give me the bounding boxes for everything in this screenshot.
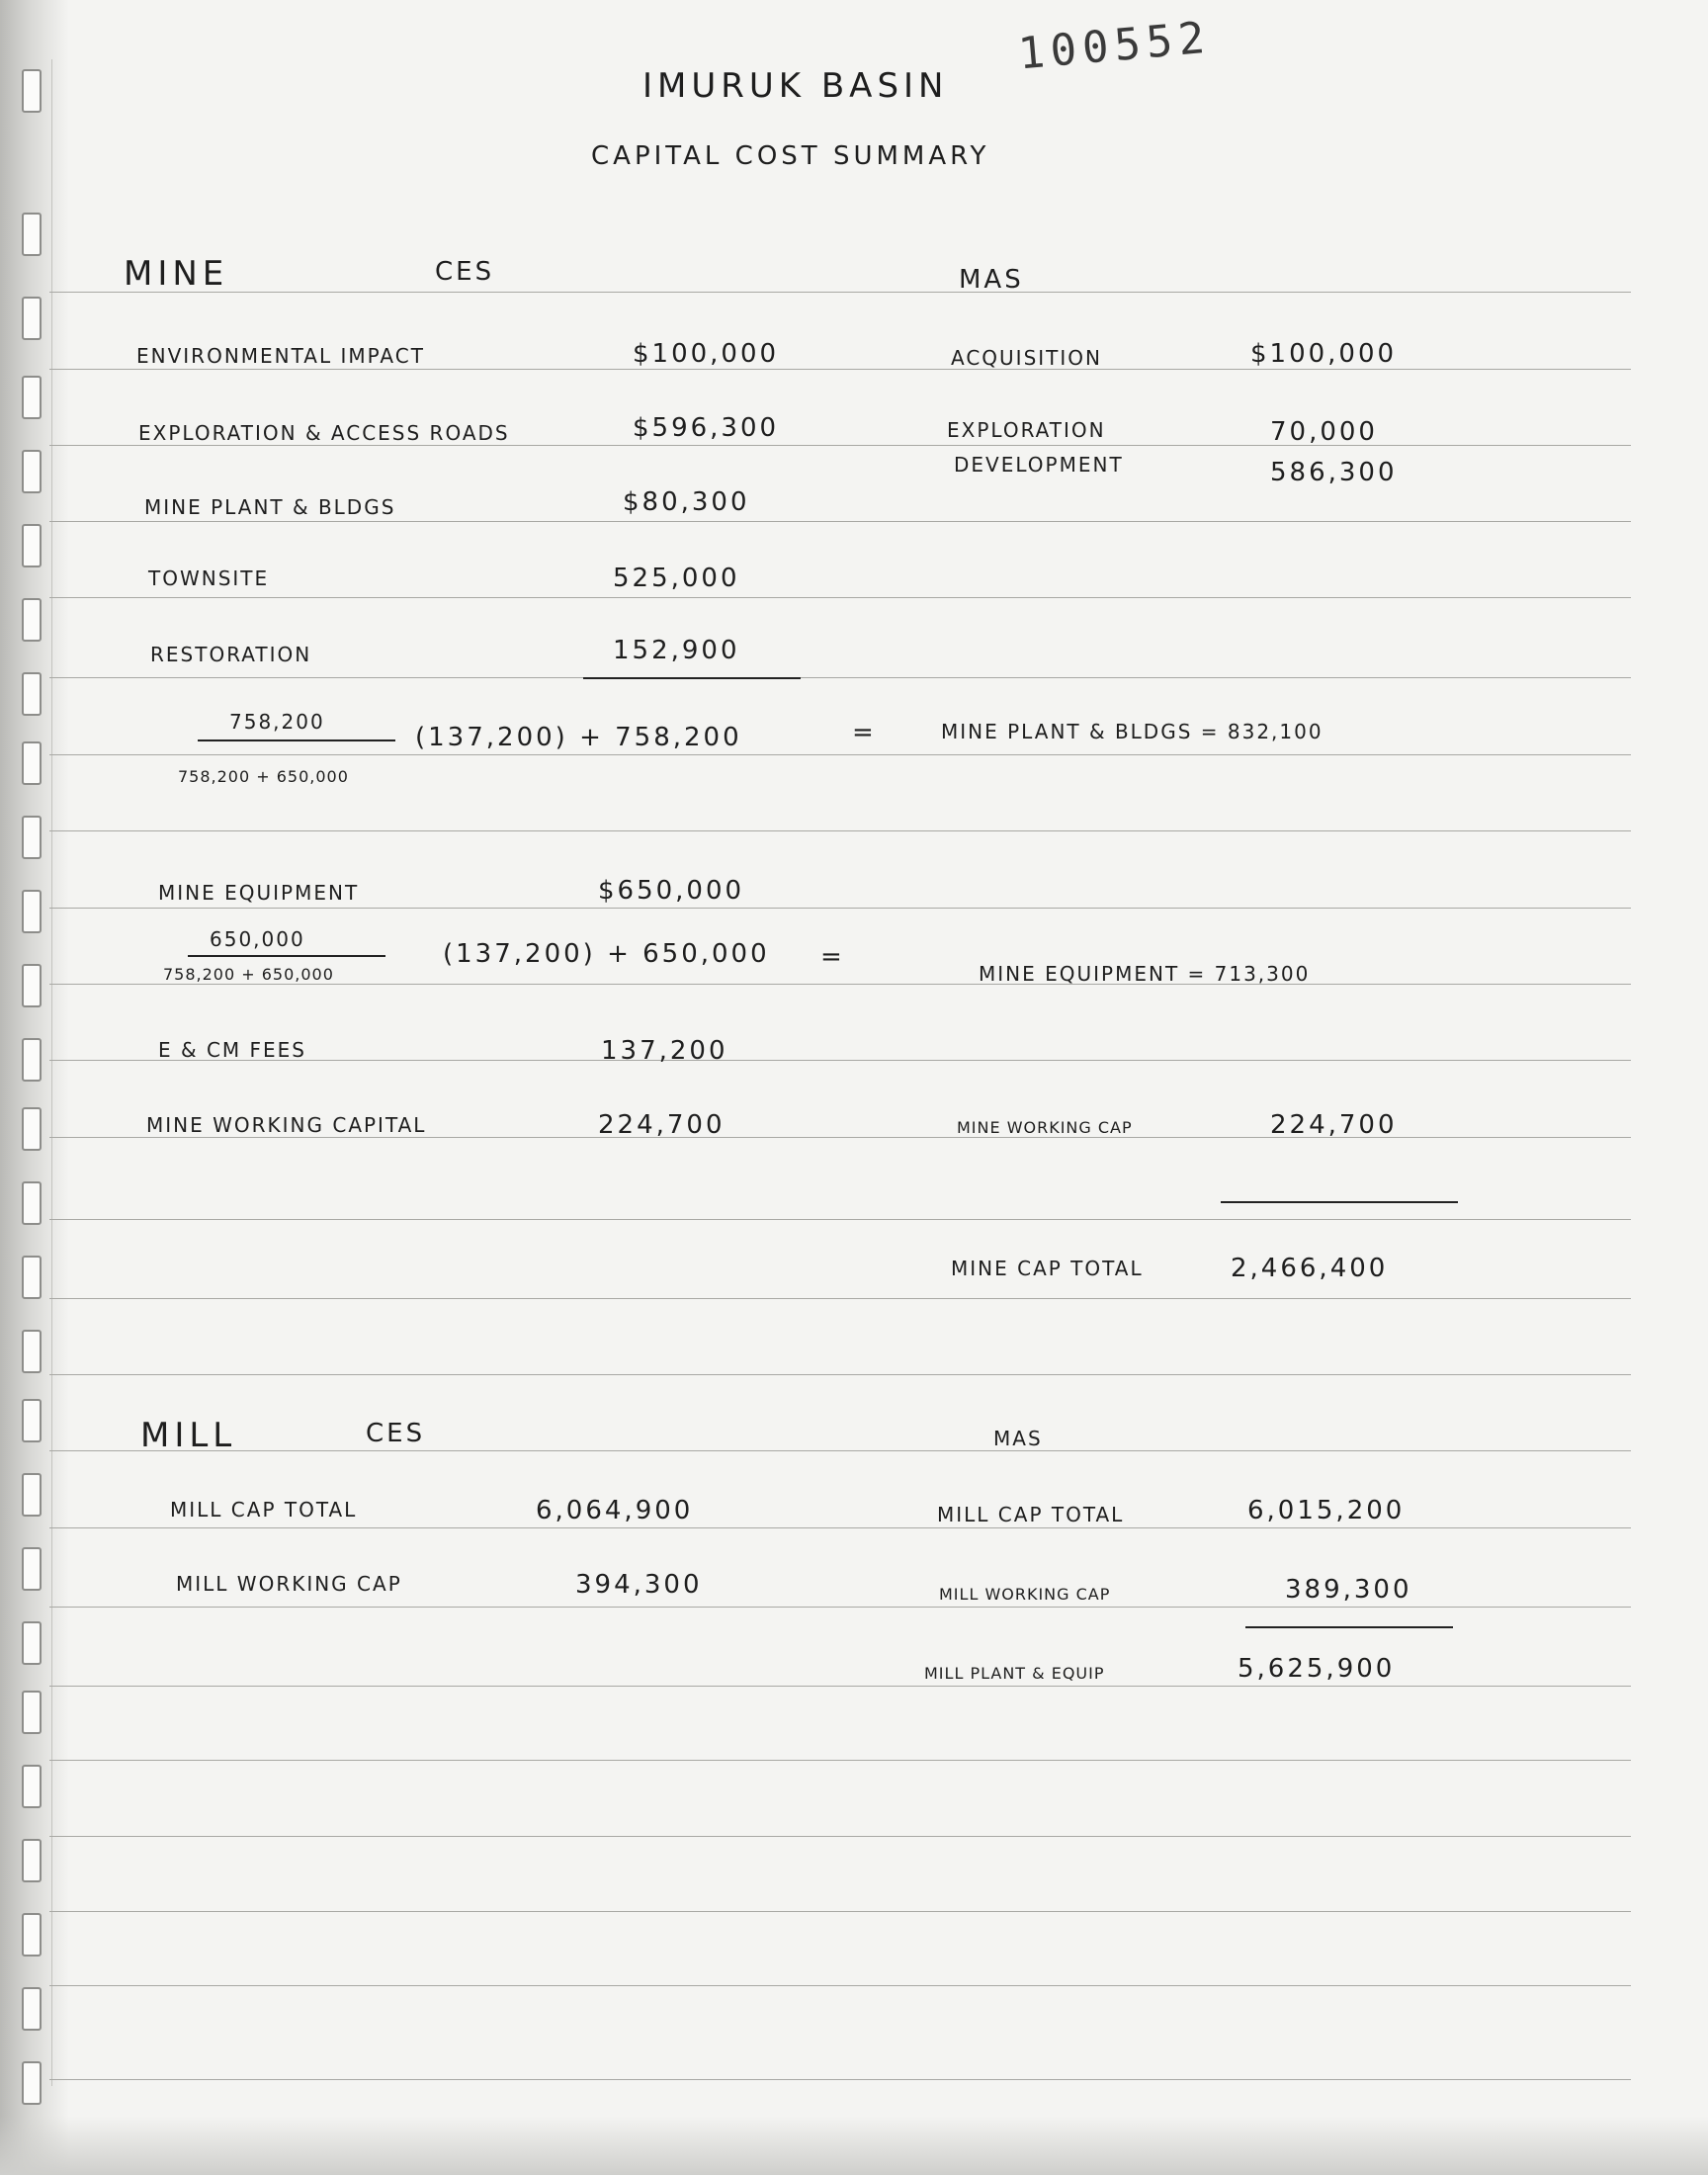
ruled-line (49, 1836, 1631, 1837)
binder-hole (22, 1256, 42, 1299)
formula2-fraction-bar (188, 955, 385, 957)
ruled-line (49, 830, 1631, 831)
ruled-line (49, 369, 1631, 370)
mill-plant-underline (1245, 1626, 1453, 1628)
ruled-line (49, 984, 1631, 985)
formula2-rest: (137,200) + 650,000 (443, 939, 770, 969)
mill-ces-heading: CES (366, 1419, 426, 1448)
ruled-line (49, 1985, 1631, 1986)
binder-hole (22, 524, 42, 567)
ruled-line (49, 1374, 1631, 1375)
binder-hole (22, 1987, 42, 2031)
ces-townsite-value: 525,000 (613, 564, 740, 593)
mill-mas-plant-equip-value: 5,625,900 (1238, 1654, 1396, 1684)
ces-working-capital-value: 224,700 (598, 1110, 726, 1140)
mas-exploration-label: EXPLORATION (947, 418, 1106, 442)
document-number-stamp: 100552 (1016, 12, 1213, 80)
mine-mas-heading: MAS (959, 265, 1024, 295)
binder-hole (22, 297, 42, 340)
binder-hole (22, 598, 42, 642)
binder-hole (22, 964, 42, 1007)
binder-hole (22, 1399, 42, 1442)
binder-hole (22, 890, 42, 933)
ruled-line (49, 445, 1631, 446)
ruled-line (49, 2079, 1631, 2080)
binder-hole (22, 816, 42, 859)
ces-mine-plant-value: $80,300 (623, 487, 750, 517)
formula2-denominator: 758,200 + 650,000 (163, 965, 334, 984)
ces-environmental-label: ENVIRONMENTAL IMPACT (136, 344, 425, 368)
mas-exploration-value: 70,000 (1270, 417, 1378, 447)
mine-total-underline (1221, 1201, 1458, 1203)
mill-mas-working-cap-value: 389,300 (1285, 1575, 1412, 1605)
binder-hole (22, 2061, 42, 2105)
mas-development-value: 586,300 (1270, 458, 1398, 487)
ces-mine-plant-label: MINE PLANT & BLDGS (144, 495, 396, 519)
formula1-fraction-bar (198, 740, 395, 741)
mine-ces-heading: CES (435, 257, 495, 287)
binder-hole (22, 1330, 42, 1373)
mill-mas-working-cap-label: MILL WORKING CAP (939, 1585, 1111, 1604)
mill-mas-plant-equip-label: MILL PLANT & EQUIP (924, 1664, 1105, 1683)
binder-hole (22, 741, 42, 785)
restoration-underline (583, 677, 801, 679)
binder-hole (22, 1765, 42, 1808)
ruled-line (49, 1527, 1631, 1528)
mas-mine-equipment-result: MINE EQUIPMENT = 713,300 (979, 962, 1311, 986)
formula1-rest: (137,200) + 758,200 (415, 723, 742, 752)
page-title: IMURUK BASIN (642, 66, 949, 106)
ruled-line (49, 1298, 1631, 1299)
mill-mas-cap-total-value: 6,015,200 (1247, 1496, 1406, 1525)
mill-mas-cap-total-label: MILL CAP TOTAL (937, 1503, 1125, 1526)
ruled-line (49, 521, 1631, 522)
binder-hole (22, 1621, 42, 1665)
binder-hole (22, 1691, 42, 1734)
formula2-equals: = (820, 942, 845, 972)
binder-hole (22, 69, 42, 113)
ruled-line (49, 1911, 1631, 1912)
ruled-line (49, 597, 1631, 598)
ruled-line (49, 908, 1631, 909)
mas-mine-cap-total-value: 2,466,400 (1231, 1254, 1389, 1283)
formula1-numerator: 758,200 (229, 710, 325, 734)
mill-section-heading: MILL (140, 1416, 237, 1455)
ruled-line (49, 1450, 1631, 1451)
binder-hole (22, 213, 42, 256)
binder-hole (22, 450, 42, 493)
mill-mas-heading: MAS (993, 1427, 1043, 1450)
ruled-line (49, 754, 1631, 755)
mill-ces-cap-total-value: 6,064,900 (536, 1496, 694, 1525)
formula1-equals: = (852, 718, 877, 747)
ces-townsite-label: TOWNSITE (148, 566, 270, 590)
mas-development-label: DEVELOPMENT (954, 453, 1124, 477)
binder-hole (22, 1181, 42, 1225)
formula2-numerator: 650,000 (210, 927, 305, 951)
mas-working-cap-value: 224,700 (1270, 1110, 1398, 1140)
binder-hole (22, 1547, 42, 1591)
ces-mine-equipment-value: $650,000 (598, 876, 745, 906)
ruled-line (49, 1219, 1631, 1220)
formula1-denominator: 758,200 + 650,000 (178, 767, 349, 786)
ces-ecm-fees-value: 137,200 (601, 1036, 728, 1066)
mas-working-cap-label: MINE WORKING CAP (957, 1118, 1133, 1137)
binder-hole (22, 376, 42, 419)
ces-ecm-fees-label: E & CM FEES (158, 1038, 306, 1062)
mill-ces-cap-total-label: MILL CAP TOTAL (170, 1498, 358, 1522)
binder-hole (22, 1913, 42, 1957)
binder-hole (22, 1473, 42, 1517)
mas-acquisition-label: ACQUISITION (951, 346, 1102, 370)
binder-hole (22, 1038, 42, 1082)
ruled-line (49, 1686, 1631, 1687)
ces-exploration-label: EXPLORATION & ACCESS ROADS (138, 421, 510, 445)
ruled-line (49, 677, 1631, 678)
mill-ces-working-cap-value: 394,300 (575, 1570, 703, 1600)
binder-hole (22, 1107, 42, 1151)
ces-mine-equipment-label: MINE EQUIPMENT (158, 881, 360, 905)
ces-environmental-value: $100,000 (633, 339, 780, 369)
ruled-line (49, 1760, 1631, 1761)
ces-working-capital-label: MINE WORKING CAPITAL (146, 1113, 427, 1137)
mas-acquisition-value: $100,000 (1250, 339, 1398, 369)
margin-line (51, 59, 52, 2086)
ruled-line (49, 292, 1631, 293)
binder-hole (22, 672, 42, 716)
mas-mine-plant-result: MINE PLANT & BLDGS = 832,100 (941, 720, 1324, 743)
binder-hole (22, 1839, 42, 1882)
ruled-line (49, 1607, 1631, 1608)
mill-ces-working-cap-label: MILL WORKING CAP (176, 1572, 402, 1596)
ces-restoration-value: 152,900 (613, 636, 740, 665)
ces-exploration-value: $596,300 (633, 413, 780, 443)
page-subtitle: CAPITAL COST SUMMARY (591, 141, 990, 171)
scan-bottom-shadow (0, 2116, 1708, 2175)
ces-restoration-label: RESTORATION (150, 643, 312, 666)
mine-section-heading: MINE (124, 254, 229, 294)
mas-mine-cap-total-label: MINE CAP TOTAL (951, 1257, 1144, 1280)
